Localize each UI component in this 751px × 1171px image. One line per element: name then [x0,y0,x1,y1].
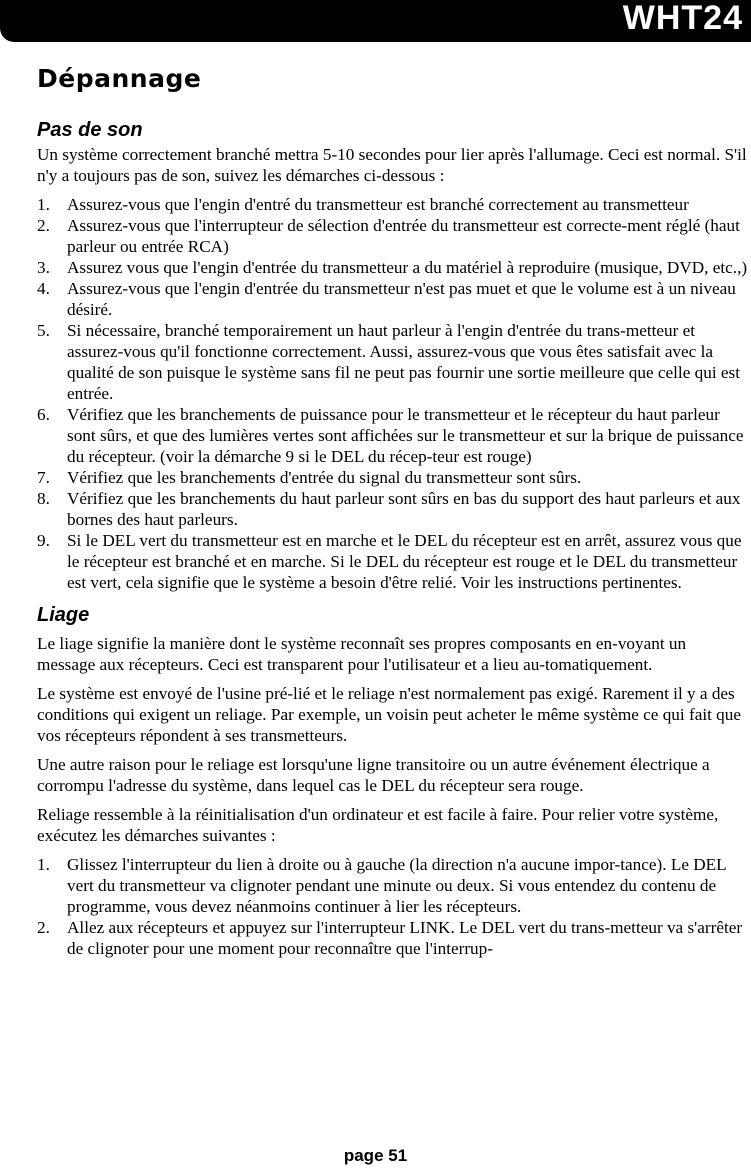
step-text: Glissez l'interrupteur du lien à droite ou à gauche (la direction n'a aucune impor-tance). Le DEL vert du transmetteur va clignoter pendant une minute ou deux. Si vous entendez du contenu de programme, vous devez néanmoins continuer à lier les récepteurs. [67,855,727,916]
step-number: 7. [37,468,50,487]
step-text: Assurez-vous que l'engin d'entré du transmetteur est branché correctement au transmetteur [67,195,689,214]
step-number: 2. [37,216,50,235]
list-item [37,467,748,488]
liage-paragraph: Reliage ressemble à la réinitialisation d'un ordinateur et est facile à faire. Pour relier votre système, exécutez les démarches suivantes : [37,805,719,845]
list-item [37,530,748,593]
step-text: Vérifiez que les branchements du haut parleur sont sûrs en bas du support des haut parleurs et aux bornes des haut parleurs. [67,489,741,529]
step-text: Vérifiez que les branchements d'entrée du signal du transmetteur sont sûrs. [67,468,582,487]
step-text: Assurez-vous que l'interrupteur de sélection d'entrée du transmetteur est correcte-ment réglé (haut parleur ou entrée RCA) [67,216,740,256]
liage-paragraph: Une autre raison pour le reliage est lorsqu'une ligne transitoire ou un autre événement électrique a corrompu l'adresse du système, dans lequel cas le DEL du récepteur sera rouge. [37,755,710,795]
model-name: WHT24 [622,0,743,37]
header-bar [0,0,751,42]
list-item [37,854,748,917]
list-item [37,257,748,278]
liage-steps [37,854,748,959]
liage-paragraph: Le liage signifie la manière dont le système reconnaît ses propres composants en en-voyant un message aux récepteurs. Ceci est transparent pour l'utilisateur et a lieu au-tomatiquement. [37,634,687,674]
list-item [37,917,748,959]
step-text: Si nécessaire, branché temporairement un haut parleur à l'engin d'entrée du trans-metteur et assurez-vous qu'il fonctionne correctement. Aussi, assurez-vous que vous êtes satisfait avec la qualité de son puisque le système sans fil ne peut pas fournir une sortie meilleure que celle qui est entrée. [67,321,740,403]
pas-de-son-steps [37,194,748,593]
list-item [37,488,748,530]
pas-de-son-intro: Un système correctement branché mettra 5-10 secondes pour lier après l'allumage. Ceci est normal. S'il n'y a toujours pas de son, suivez les démarches ci-dessous : [37,145,747,185]
step-number: 8. [37,489,50,508]
liage-paragraph: Le système est envoyé de l'usine pré-lié et le reliage n'est normalement pas exigé. Rarement il y a des conditions qui exigent un reliage. Par exemple, un voisin peut acheter le même système ce qui fait que vos récepteurs répondent à ses transmetteurs. [37,684,741,745]
list-item [37,194,748,215]
step-number: 3. [37,258,50,277]
step-text: Allez aux récepteurs et appuyez sur l'interrupteur LINK. Le DEL vert du trans-metteur va s'arrêter de clignoter pour une moment pour reconnaître que l'interrup- [67,918,743,958]
step-text: Assurez-vous que l'engin d'entrée du transmetteur n'est pas muet et que le volume est à un niveau désiré. [67,279,736,319]
section-heading-pas-de-son: Pas de son [37,119,143,141]
list-item [37,215,748,257]
step-number: 6. [37,405,50,424]
step-text: Assurez vous que l'engin d'entrée du transmetteur a du matériel à reproduire (musique, DVD, etc.,) [67,258,748,277]
list-item [37,320,748,404]
step-number: 1. [37,855,50,874]
step-number: 1. [37,195,50,214]
step-number: 5. [37,321,50,340]
step-number: 4. [37,279,50,298]
page-content [37,60,748,965]
step-text: Si le DEL vert du transmetteur est en marche et le DEL du récepteur est en arrêt, assurez vous que le récepteur est branché et en marche. Si le DEL du récepteur est rouge et le DEL du transmetteur est vert, cela signifie que le système a besoin d'être relié. Voir les instructions pertinentes. [67,531,742,592]
page-title: Dépannage [37,64,202,93]
list-item [37,278,748,320]
section-heading-liage: Liage [37,604,90,626]
list-item [37,404,748,467]
page-number: page 51 [343,1146,408,1165]
step-number: 2. [37,918,50,937]
step-number: 9. [37,531,50,550]
step-text: Vérifiez que les branchements de puissance pour le transmetteur et le récepteur du haut parleur sont sûrs, et que des lumières vertes sont affichées sur le transmetteur et sur la brique de puissance du récepteur. (voir la démarche 9 si le DEL du récep-teur est rouge) [67,405,744,466]
